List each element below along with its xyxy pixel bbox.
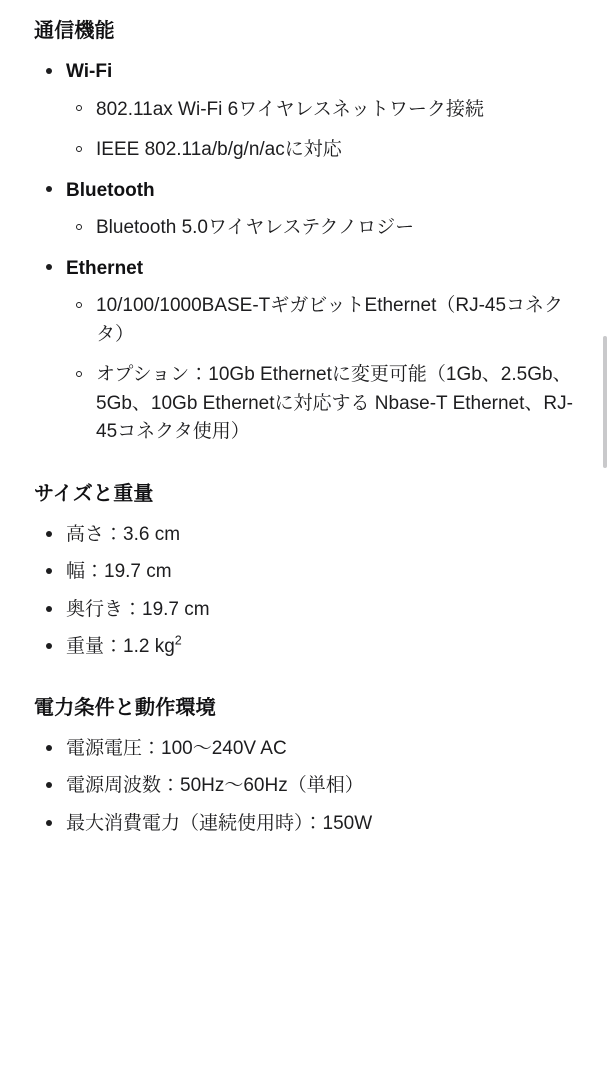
list-item	[66, 361, 585, 447]
list-item	[34, 558, 585, 586]
list-item-text: 802.11ax Wi-Fi 6ワイヤレスネットワーク接続	[96, 98, 484, 120]
hollow-bullet-icon	[76, 224, 82, 230]
list-item-ethernet	[34, 255, 585, 447]
list-item	[34, 735, 585, 763]
list-item	[34, 633, 585, 661]
bluetooth-sublist	[66, 214, 585, 243]
hollow-bullet-icon	[76, 146, 82, 152]
list-item	[34, 772, 585, 800]
bullet-icon	[46, 745, 52, 751]
hollow-bullet-icon	[76, 371, 82, 377]
size-weight-list	[34, 521, 585, 661]
list-item	[34, 596, 585, 624]
hollow-bullet-icon	[76, 105, 82, 111]
list-item-text: 電源周波数：50Hz〜60Hz（単相）	[66, 775, 364, 797]
list-item-bluetooth	[34, 177, 585, 243]
bullet-icon	[46, 643, 52, 649]
list-item-text: 高さ：3.6 cm	[66, 523, 181, 545]
bullet-icon	[46, 820, 52, 826]
list-item	[66, 214, 585, 243]
bullet-icon	[46, 186, 52, 192]
bullet-icon	[46, 264, 52, 270]
bullet-icon	[46, 782, 52, 788]
list-item	[66, 292, 585, 349]
scrollbar-thumb[interactable]	[603, 336, 607, 468]
communication-list	[34, 58, 585, 447]
list-item	[66, 136, 585, 165]
section-title-communication: 通信機能	[34, 20, 115, 42]
hollow-bullet-icon	[76, 302, 82, 308]
list-item-text: 電源電圧：100〜240V AC	[66, 737, 287, 759]
list-item-label: Wi-Fi	[66, 61, 113, 82]
list-item-text: 最大消費電力（連続使用時）：150W	[66, 812, 373, 834]
list-item-label: Bluetooth	[66, 179, 155, 201]
section-title-power: 電力条件と動作環境	[34, 696, 216, 719]
list-item-text: 奥行き：19.7 cm	[66, 598, 210, 620]
list-item-wifi	[34, 58, 585, 165]
footnote-marker: 2	[174, 633, 182, 648]
list-item	[66, 96, 585, 125]
list-item	[34, 521, 585, 549]
scrollbar[interactable]	[605, 0, 609, 1080]
list-item-text: Bluetooth 5.0ワイヤレステクノロジー	[96, 217, 415, 239]
list-item-text: 幅：19.7 cm	[66, 561, 172, 583]
power-list	[34, 735, 585, 838]
list-item-text: オプション：10Gb Ethernetに変更可能（1Gb、2.5Gb、5Gb、10Gb Ethernetに対応する Nbase-T Ethernet、RJ-45コネクタ使用）	[96, 364, 573, 443]
ethernet-sublist	[66, 292, 585, 447]
list-item-text: 10/100/1000BASE-TギガビットEthernet（RJ-45コネクタ）	[96, 295, 564, 345]
section-title-size-weight: サイズと重量	[34, 482, 154, 505]
bullet-icon	[46, 606, 52, 612]
list-item-text: IEEE 802.11a/b/g/n/acに対応	[96, 139, 342, 161]
list-item	[34, 810, 585, 838]
list-item-text: 重量：1.2 kg	[66, 636, 175, 658]
list-item-label: Ethernet	[66, 257, 144, 279]
bullet-icon	[46, 68, 52, 74]
bullet-icon	[46, 568, 52, 574]
bullet-icon	[46, 531, 52, 537]
wifi-sublist	[66, 96, 585, 165]
